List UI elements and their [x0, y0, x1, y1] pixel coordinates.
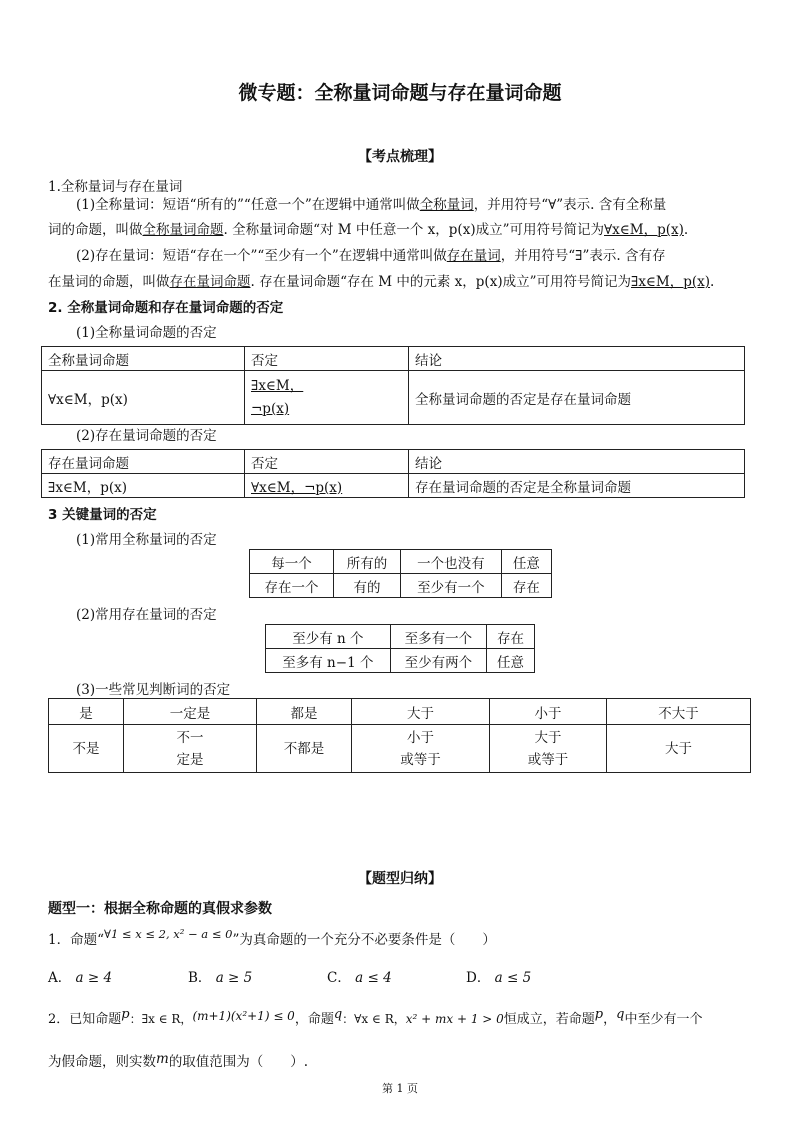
option-b: B． a ≥ 5: [188, 970, 253, 986]
s2-sub2: (2)存在量词命题的否定: [76, 428, 217, 444]
section-types-heading: 【题型归纳】: [358, 871, 442, 887]
header-cell: 存在量词命题: [42, 450, 245, 474]
cell: 大于 或等于: [490, 725, 607, 773]
cell: 存在: [501, 574, 551, 598]
option-a: A． a ≥ 4: [48, 970, 113, 986]
cell: 全称量词命题的否定是存在量词命题: [409, 371, 745, 425]
header-cell: 全称量词命题: [42, 347, 245, 371]
header-cell: 否定: [245, 347, 409, 371]
s1-p1-line1: (1)全称量词：短语“所有的”“任意一个”在逻辑中通常叫做全称量词，并用符号“∀”表示. 含有全称量: [76, 197, 667, 213]
cell: 不都是: [257, 725, 352, 773]
s1-heading: 1.全称量词与存在量词: [48, 179, 183, 195]
s1-p2-line2: 在量词的命题，叫做存在量词命题. 存在量词命题“存在 M 中的元素 x，p(x)成立”可用符号简记为∃x∈M，p(x).: [48, 274, 715, 290]
existential-quantifier-negation-table: [265, 624, 535, 673]
cell: 是: [49, 699, 124, 725]
s3-sub3: (3)一些常见判断词的否定: [76, 682, 231, 698]
cell: ∀x∈M，p(x): [42, 371, 245, 425]
s3-heading: 3 关键量词的否定: [48, 507, 157, 523]
question-1: 1．命题“∀1 ≤ x ≤ 2, x² − a ≤ 0”为真命题的一个充分不必要条件是（ ）: [48, 927, 496, 948]
cell: 至少有一个: [400, 574, 501, 598]
s1-p2-line1: (2)存在量词：短语“存在一个”“至少有一个”在逻辑中通常叫做存在量词，并用符号“∃”表示. 含有存: [76, 248, 666, 264]
option-c: C． a ≤ 4: [327, 970, 392, 986]
s1-p1-line2: 词的命题，叫做全称量词命题. 全称量词命题“对 M 中任意一个 x，p(x)成立”可用符号简记为∀x∈M，p(x).: [48, 222, 689, 238]
s3-sub1: (1)常用全称量词的否定: [76, 532, 217, 548]
page-title: 微专题：全称量词命题与存在量词命题: [238, 82, 562, 104]
cell: 任意: [501, 550, 551, 574]
cell: 至多有 n−1 个: [266, 649, 391, 673]
option-d: D． a ≤ 5: [466, 970, 532, 986]
s2-sub1: (1)全称量词命题的否定: [76, 325, 217, 341]
cell: 至少有 n 个: [266, 625, 391, 649]
cell: 存在: [487, 625, 535, 649]
cell: 不大于: [607, 699, 751, 725]
cell: 都是: [257, 699, 352, 725]
cell: 每一个: [250, 550, 334, 574]
negation-table-universal: [41, 346, 745, 425]
universal-quantifier-negation-table: [249, 549, 552, 598]
negation-table-existential: [41, 449, 745, 498]
cell: ∀x∈M，¬p(x): [245, 474, 409, 498]
cell: 不一 定是: [124, 725, 257, 773]
cell: 一个也没有: [400, 550, 501, 574]
question-2-line2: 为假命题，则实数m的取值范围为（ ）.: [48, 1051, 309, 1070]
cell: 不是: [49, 725, 124, 773]
cell: 至少有两个: [390, 649, 486, 673]
cell: 任意: [487, 649, 535, 673]
cell: 有的: [333, 574, 400, 598]
cell: 大于: [607, 725, 751, 773]
cell: 小于 或等于: [352, 725, 490, 773]
cell: ∃x∈M，p(x): [42, 474, 245, 498]
judgement-words-negation-table: [48, 698, 751, 773]
cell: ∃x∈M， ¬p(x): [245, 371, 409, 425]
header-cell: 结论: [409, 450, 745, 474]
header-cell: 结论: [409, 347, 745, 371]
s3-sub2: (2)常用存在量词的否定: [76, 607, 217, 623]
cell: 所有的: [333, 550, 400, 574]
section-review-heading: 【考点梳理】: [358, 149, 442, 165]
cell: 小于: [490, 699, 607, 725]
s2-heading: 2. 全称量词命题和存在量词命题的否定: [48, 300, 284, 316]
question-type-heading: 题型一：根据全称命题的真假求参数: [48, 901, 272, 917]
cell: 大于: [352, 699, 490, 725]
cell: 至多有一个: [390, 625, 486, 649]
cell: 存在一个: [250, 574, 334, 598]
header-cell: 否定: [245, 450, 409, 474]
cell: 存在量词命题的否定是全称量词命题: [409, 474, 745, 498]
page-number: 第 1 页: [382, 1082, 418, 1095]
question-2-line1: 2．已知命题p：∃x ∈ R，(m+1)(x²+1) ≤ 0，命题q：∀x ∈ R，x² + mx + 1 > 0恒成立，若命题p，q中至少有一个: [48, 1007, 703, 1027]
cell: 一定是: [124, 699, 257, 725]
